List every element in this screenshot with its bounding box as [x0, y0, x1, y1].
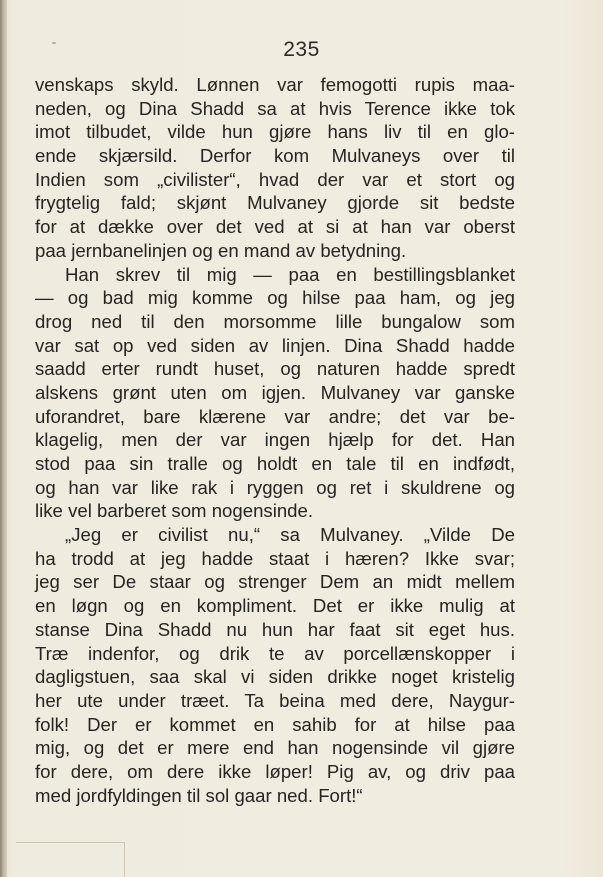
text-line: like vel barberet som nogensinde. — [35, 500, 314, 522]
text-line: med jordfyldingen til sol gaar ned. Fort!“ — [35, 784, 363, 806]
text-line: Indien som „civilister“, hvad der var et stort og — [35, 168, 515, 190]
page-number: 235 — [283, 38, 320, 61]
text-line: frygtelig fald; skjønt Mulvaney gjorde sit bedste — [35, 192, 515, 214]
text-line: en løgn og en kompliment. Det er ikke mulig at — [35, 595, 515, 617]
page-binding-edge — [0, 0, 7, 877]
text-line: drog ned til den morsomme lille bungalow som — [35, 310, 515, 332]
text-line: stanse Dina Shadd nu hun har faat sit eget hus. — [35, 618, 515, 640]
text-line: Han skrev til mig — paa en bestillingsblanket — [65, 263, 515, 285]
text-line: jeg ser De staar og strenger Dem an midt mellem — [35, 571, 515, 593]
text-line: uforandret, bare klærene var andre; det var be- — [35, 405, 515, 427]
text-line: „Jeg er civilist nu,“ sa Mulvaney. „Vilde De — [65, 524, 515, 546]
text-line: dagligstuen, saa skal vi siden drikke noget kristelig — [35, 666, 515, 688]
text-line: alskens grønt uten om igjen. Mulvaney var ganske — [35, 381, 515, 403]
text-line: mig, og det er mere end han nogensinde vil gjøre — [35, 737, 515, 759]
text-line: paa jernbanelinjen og en mand av betydning. — [35, 239, 407, 261]
text-line: var sat op ved siden av linjen. Dina Shadd hadde — [35, 334, 515, 356]
text-line: for at dække over det ved at si at han var oberst — [35, 216, 515, 238]
text-line: og han var like rak i ryggen og ret i skuldrene og — [35, 476, 515, 498]
text-line: klagelig, men der var ingen hjælp for det. Han — [35, 429, 515, 451]
body-text — [35, 73, 515, 807]
text-line: imot tilbudet, vilde hun gjøre hans liv til en glo- — [35, 121, 515, 143]
text-line: neden, og Dina Shadd sa at hvis Terence ikke tok — [35, 97, 515, 119]
text-line: ha trodd at jeg hadde staat i hæren? Ikke svar; — [35, 547, 515, 569]
text-line: saadd erter rundt huset, og naturen hadde spredt — [35, 358, 515, 380]
text-line: Træ indenfor, og drik te av porcellænskopper i — [35, 642, 515, 664]
text-line: — og bad mig komme og hilse paa ham, og jeg — [35, 287, 515, 309]
text-line: stod paa sin tralle og holdt en tale til en indfødt, — [35, 453, 515, 474]
text-line: her ute under træet. Ta beina med dere, Naygur- — [35, 689, 515, 711]
text-line: folk! Der er kommet en sahib for at hilse paa — [35, 713, 515, 735]
text-line: venskaps skyld. Lønnen var femogotti rupis maa- — [35, 74, 515, 95]
text-line: ende skjærsild. Derfor kom Mulvaneys over til — [35, 145, 515, 167]
text-line: for dere, om dere ikke løper! Pig av, og driv paa — [35, 760, 515, 782]
paper-edge-mark — [16, 842, 125, 877]
